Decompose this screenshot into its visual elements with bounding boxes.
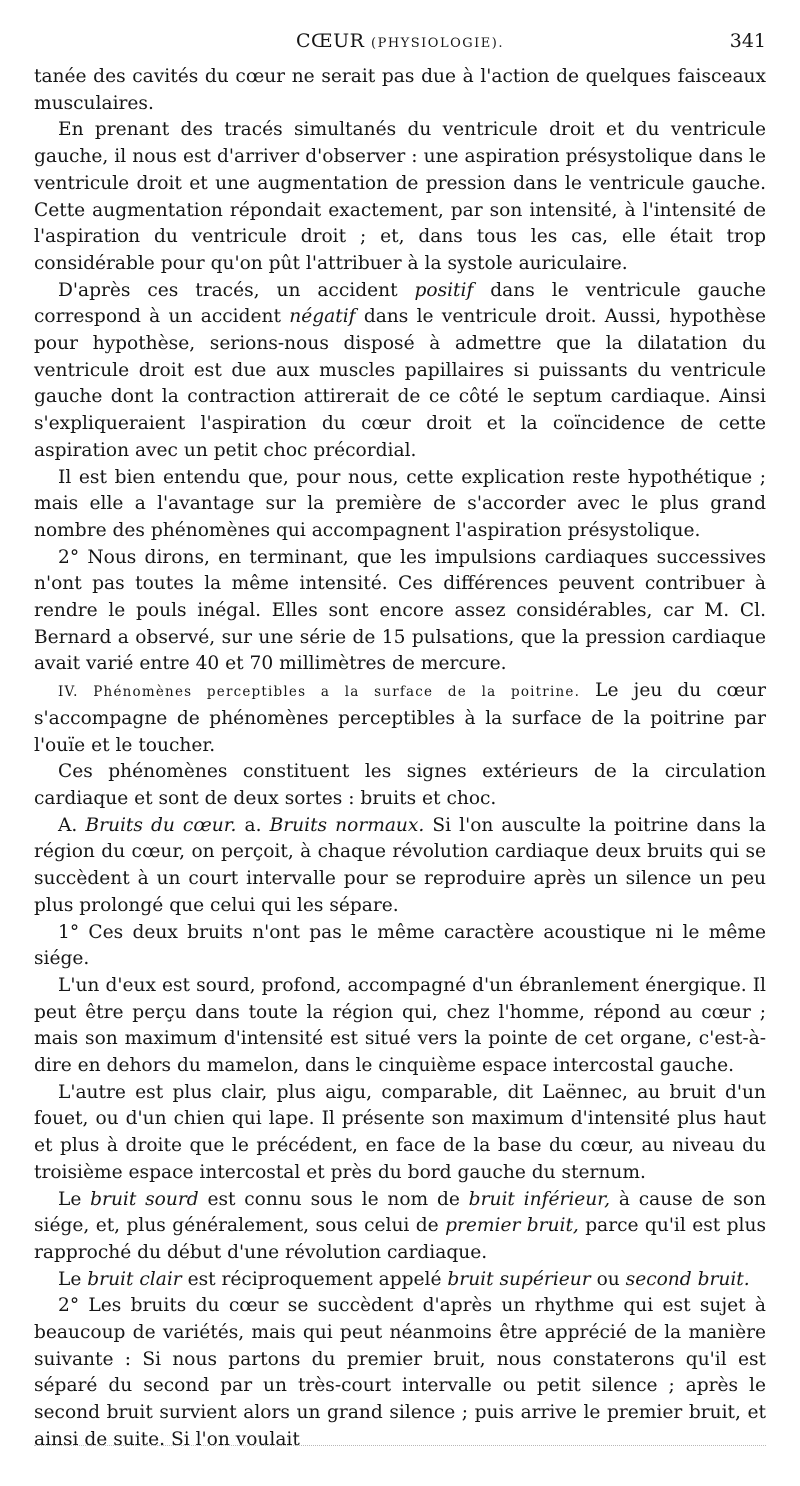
paragraph	[34, 1187, 766, 1267]
italic-run: négatif	[289, 306, 356, 328]
italic-run: Bruits du cœur.	[85, 814, 237, 836]
paragraph	[34, 278, 766, 465]
paragraph: 2° Les bruits du cœur se succèdent d'après un rhythme qui est sujet à beaucoup de variétés, mais qui peut néanmoins être apprécié de la manière suivante : Si nous partons du premier bruit, nous constaterons qu'il est séparé du second par un très-court intervalle ou petit silence ; après le second bruit survient alors un grand silence ; puis arrive le premier bruit, et ainsi de suite. Si l'on voulait	[34, 1295, 766, 1450]
running-title	[34, 30, 766, 52]
paragraph: L'un d'eux est sourd, profond, accompagné d'un ébranlement énergique. Il peut être perçu dans toute la région qui, chez l'homme, répond au cœur ; mais son maximum d'intensité est situé vers la pointe de cet organe, c'est-à-dire en dehors du mamelon, dans le cinquième espace intercostal gauche.	[34, 974, 766, 1077]
paragraph: L'autre est plus clair, plus aigu, comparable, dit Laënnec, au bruit d'un fouet, ou d'un chien qui lape. Il présente son maximum d'intensité plus haut et plus à droite que le précédent, en face de la base du cœur, au niveau du troisième espace intercostal et près du bord gauche du sternum.	[34, 1081, 766, 1183]
italic-run: bruit inférieur,	[468, 1188, 611, 1210]
text-run: D'après ces tracés, un accident	[58, 279, 398, 301]
italic-run: second bruit.	[625, 1268, 750, 1290]
running-title-sub: (PHYSIOLOGIE).	[371, 36, 504, 51]
paragraph	[34, 813, 766, 920]
italic-run: bruit clair	[87, 1268, 182, 1290]
section-heading: IV. Phénomènes perceptibles a la surface de la poitrine.	[58, 684, 581, 701]
italic-run: bruit supérieur	[447, 1268, 591, 1290]
text-run: dans le ventricule gauche correspond à un accident	[34, 279, 766, 328]
running-header	[34, 30, 766, 58]
text-run: A.	[58, 814, 78, 836]
text-run: Le jeu du cœur s'accompagne de phénomènes perceptibles à la surface de la poitrine par l'ouïe et le toucher.	[34, 680, 766, 756]
paragraph: En prenant des tracés simultanés du ventricule droit et du ventricule gauche, il nous est d'arriver d'observer : une aspiration présystolique dans le ventricule droit et une augmentation de pression dans le ventricule gauche. Cette augmentation répondait exactement, par son intensité, à l'intensité de l'aspiration du ventricule droit ; et, dans tous les cas, elle était trop considérable pour qu'on pût l'attribuer à la systole auriculaire.	[34, 119, 766, 274]
italic-run: Bruits normaux.	[269, 814, 425, 836]
paragraph: Ces phénomènes constituent les signes extérieurs de la circulation cardiaque et sont de deux sortes : bruits et choc.	[34, 761, 766, 809]
running-title-main: CŒUR	[296, 30, 365, 52]
footer-rule	[34, 1445, 766, 1447]
paragraph: tanée des cavités du cœur ne serait pas due à l'action de quelques faisceaux musculaires.	[34, 66, 766, 114]
text-run: parce qu'il est plus rapproché du début d'une révolution cardiaque.	[34, 1215, 766, 1263]
page-number: 341	[729, 30, 766, 52]
text-run: a.	[244, 814, 262, 836]
italic-run: positif	[414, 279, 474, 301]
text-run: ou	[596, 1268, 620, 1290]
italic-run: bruit sourd	[90, 1188, 199, 1210]
paragraph: 2° Nous dirons, en terminant, que les impulsions cardiaques successives n'ont pas toutes la même intensité. Ces différences peuvent contribuer à rendre le pouls inégal. Elles sont encore assez considérables, car M. Cl. Bernard a observé, sur une série de 15 pulsations, que la pression cardiaque avait varié entre 40 et 70 millimètres de mercure.	[34, 546, 766, 675]
section-paragraph	[34, 678, 766, 759]
text-run: Si l'on ausculte la poitrine dans la région du cœur, on perçoit, à chaque révolution cardiaque deux bruits qui se succèdent à un court intervalle pour se reproduire après un silence un peu plus prolongé que celui qui les sépare.	[34, 814, 767, 916]
page-body	[34, 64, 766, 1454]
text-run: est réciproquement appelé	[187, 1268, 442, 1290]
text-run: Le	[58, 1188, 82, 1210]
paragraph: 1° Ces deux bruits n'ont pas le même caractère acoustique ni le même siége.	[34, 921, 766, 970]
text-run: à cause de son siége, et, plus généralement, sous celui de	[34, 1188, 766, 1237]
paragraph	[34, 1267, 766, 1294]
text-run: Le	[58, 1268, 82, 1290]
text-run: est connu sous le nom de	[207, 1188, 460, 1210]
italic-run: premier bruit,	[445, 1215, 579, 1237]
paragraph: Il est bien entendu que, pour nous, cette explication reste hypothétique ; mais elle a l'avantage sur la première de s'accorder avec le plus grand nombre des phénomènes qui accompagnent l'aspiration présystolique.	[34, 466, 766, 541]
text-run: dans le ventricule droit. Aussi, hypothèse pour hypothèse, serions-nous disposé à admettre que la dilatation du ventricule droit est due aux muscles papillaires si puissants du ventricule gauche dont la contraction attirerait de ce côté le septum cardiaque. Ainsi s'expliqueraient l'aspiration du cœur droit et la coïncidence de cette aspiration avec un petit choc précordial.	[34, 306, 766, 461]
